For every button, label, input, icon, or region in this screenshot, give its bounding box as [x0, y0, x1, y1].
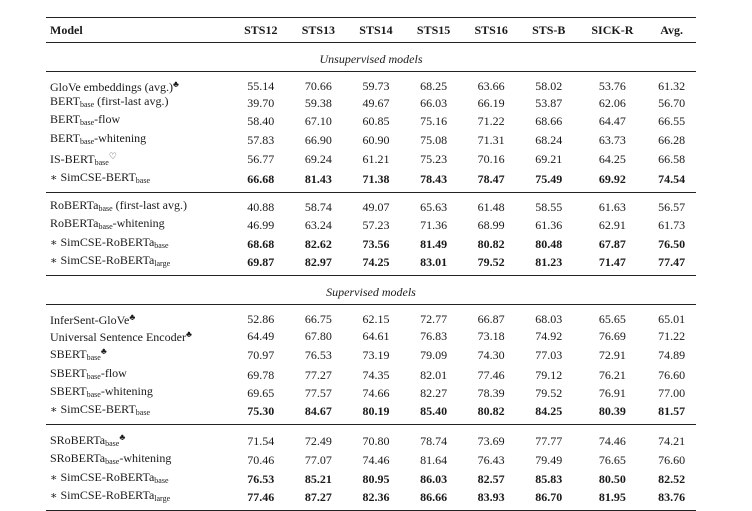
- score-cell: 81.49: [420, 236, 448, 251]
- model-size-subscript: base: [105, 439, 120, 449]
- score-cell: 65.65: [598, 311, 626, 326]
- score-cell: 67.87: [598, 236, 626, 251]
- model-name-cell: [46, 384, 232, 402]
- score-cell: 76.21: [598, 367, 626, 382]
- score-cell: 74.35: [362, 367, 390, 382]
- model-name-cell: [46, 216, 232, 234]
- score-cell: 61.73: [658, 218, 686, 233]
- score-cell: 72.91: [598, 347, 626, 362]
- model-name-cell: [46, 112, 232, 130]
- score-cell: 68.03: [535, 311, 563, 326]
- model-size-subscript: base: [94, 157, 109, 167]
- score-cell: 56.77: [247, 152, 275, 167]
- section-supervised: [46, 276, 696, 305]
- score-cell: 72.49: [304, 433, 332, 448]
- score-cell: 84.67: [304, 404, 332, 419]
- score-cell: 82.27: [420, 385, 448, 400]
- score-cell: 85.83: [535, 471, 563, 486]
- table-row: [46, 72, 696, 95]
- model-size-subscript: base: [98, 204, 113, 214]
- model-name: InferSent-GloVe: [50, 313, 130, 328]
- score-cell: 53.76: [598, 78, 626, 93]
- score-cell: 66.58: [658, 152, 686, 167]
- score-cell: 75.23: [420, 152, 448, 167]
- score-cell: 72.77: [420, 311, 448, 326]
- score-cell: 86.66: [420, 489, 448, 504]
- model-size-subscript: base: [86, 371, 101, 381]
- model-name-cell: [46, 253, 232, 276]
- model-size-subscript: base: [135, 408, 150, 418]
- score-cell: 86.03: [420, 471, 448, 486]
- score-cell: 80.82: [477, 236, 505, 251]
- score-cell: 77.00: [658, 385, 686, 400]
- score-cell: 60.90: [362, 132, 390, 147]
- results-table: [46, 17, 696, 511]
- model-name: RoBERTa: [50, 198, 99, 213]
- column-header-sts-b: STS-B: [532, 22, 566, 37]
- score-cell: 67.10: [304, 114, 332, 129]
- score-cell: 66.55: [658, 114, 686, 129]
- table-row: [46, 193, 696, 217]
- table-row: [46, 253, 696, 276]
- score-cell: 75.08: [420, 132, 448, 147]
- score-cell: 83.93: [477, 489, 505, 504]
- column-header-sts15: STS15: [416, 22, 451, 37]
- section-title: Supervised models: [326, 285, 416, 300]
- score-cell: 70.16: [477, 152, 505, 167]
- column-header-sts14: STS14: [359, 22, 393, 37]
- score-cell: 62.15: [362, 311, 390, 326]
- model-name-cell: [46, 131, 232, 149]
- score-cell: 76.60: [658, 453, 686, 468]
- score-cell: 80.50: [598, 471, 626, 486]
- score-cell: 64.49: [247, 328, 275, 343]
- score-cell: 79.52: [535, 385, 563, 400]
- model-name-cell: [46, 235, 232, 253]
- score-cell: 71.22: [477, 114, 505, 129]
- score-cell: 74.54: [658, 172, 686, 187]
- score-cell: 66.19: [477, 96, 505, 111]
- score-cell: 79.09: [420, 347, 448, 362]
- score-cell: 71.22: [658, 328, 686, 343]
- score-cell: 75.16: [420, 114, 448, 129]
- score-cell: 74.89: [658, 347, 686, 362]
- table-row: [46, 305, 696, 328]
- score-cell: 46.99: [247, 218, 275, 233]
- model-size-subscript: base: [79, 136, 95, 146]
- model-name: SRoBERTa: [50, 451, 106, 466]
- score-cell: 82.62: [304, 236, 332, 251]
- score-cell: 81.95: [598, 489, 626, 504]
- table-row: [46, 402, 696, 425]
- score-cell: 66.75: [304, 311, 332, 326]
- source-marker: ♡: [108, 150, 117, 161]
- score-cell: 73.56: [362, 236, 390, 251]
- model-name-cell: [46, 425, 232, 452]
- score-cell: 74.46: [362, 453, 390, 468]
- table-row: [46, 149, 696, 170]
- score-cell: 76.91: [598, 385, 626, 400]
- score-cell: 49.07: [362, 200, 390, 215]
- score-cell: 85.21: [304, 471, 332, 486]
- score-cell: 66.68: [247, 172, 275, 187]
- score-cell: 61.32: [658, 78, 686, 93]
- score-cell: 76.53: [304, 347, 332, 362]
- model-size-subscript: base: [105, 457, 120, 467]
- score-cell: 71.47: [598, 254, 626, 269]
- asterisk-marker: ∗: [50, 404, 58, 417]
- score-cell: 39.70: [247, 96, 275, 111]
- score-cell: 62.91: [598, 218, 626, 233]
- table-row: [46, 425, 696, 452]
- score-cell: 58.02: [535, 78, 563, 93]
- score-cell: 83.76: [658, 489, 686, 504]
- score-cell: 82.52: [658, 471, 686, 486]
- score-cell: 63.66: [477, 78, 505, 93]
- score-cell: 52.86: [247, 311, 275, 326]
- score-cell: 81.57: [658, 404, 686, 419]
- score-cell: 58.74: [304, 200, 332, 215]
- score-cell: 58.40: [247, 114, 275, 129]
- source-marker: ♣: [119, 432, 126, 443]
- source-marker: ♣: [129, 312, 136, 323]
- score-cell: 58.55: [535, 200, 563, 215]
- score-cell: 73.69: [477, 433, 505, 448]
- model-size-subscript: base: [86, 353, 101, 363]
- score-cell: 78.39: [477, 385, 505, 400]
- score-cell: 81.23: [535, 254, 563, 269]
- score-cell: 81.64: [420, 453, 448, 468]
- score-cell: 64.25: [598, 152, 626, 167]
- score-cell: 80.82: [477, 404, 505, 419]
- model-size-subscript: base: [154, 475, 169, 485]
- score-cell: 68.99: [477, 218, 505, 233]
- score-cell: 64.61: [362, 328, 390, 343]
- model-size-subscript: base: [154, 240, 169, 250]
- model-name-cell: [46, 193, 232, 217]
- score-cell: 71.36: [420, 218, 448, 233]
- model-name: SimCSE-RoBERTa: [60, 487, 155, 502]
- asterisk-marker: ∗: [50, 471, 58, 484]
- source-marker: ♣: [185, 329, 192, 340]
- score-cell: 68.68: [247, 236, 275, 251]
- source-marker: ♣: [100, 346, 107, 357]
- model-name-cell: [46, 305, 232, 328]
- score-cell: 74.30: [477, 347, 505, 362]
- table-row: [46, 94, 696, 112]
- score-cell: 69.92: [598, 172, 626, 187]
- score-cell: 71.38: [362, 172, 390, 187]
- model-name-cell: [46, 488, 232, 511]
- score-cell: 77.46: [477, 367, 505, 382]
- score-cell: 62.06: [598, 96, 626, 111]
- model-name: SBERT: [50, 365, 87, 380]
- score-cell: 76.65: [598, 453, 626, 468]
- column-header-sts16: STS16: [474, 22, 508, 37]
- model-name: SRoBERTa: [50, 433, 106, 448]
- score-cell: 76.69: [598, 328, 626, 343]
- model-size-subscript: base: [135, 176, 150, 186]
- score-cell: 82.01: [420, 367, 448, 382]
- score-cell: 61.21: [362, 152, 390, 167]
- score-cell: 77.47: [658, 254, 686, 269]
- score-cell: 66.03: [420, 96, 448, 111]
- asterisk-marker: ∗: [50, 254, 58, 267]
- score-cell: 67.80: [304, 328, 332, 343]
- model-name: IS-BERT: [50, 151, 95, 166]
- score-cell: 70.46: [247, 453, 275, 468]
- score-cell: 76.53: [247, 471, 275, 486]
- score-cell: 69.78: [247, 367, 275, 382]
- model-name-cell: [46, 170, 232, 193]
- score-cell: 61.48: [477, 200, 505, 215]
- score-cell: 75.49: [535, 172, 563, 187]
- score-cell: 82.97: [304, 254, 332, 269]
- score-cell: 68.25: [420, 78, 448, 93]
- model-name: SimCSE-BERT: [60, 402, 136, 417]
- table-row: [46, 344, 696, 365]
- model-name: RoBERTa: [50, 216, 99, 231]
- score-cell: 73.18: [477, 328, 505, 343]
- model-size-subscript: base: [79, 100, 95, 110]
- model-name-cell: [46, 327, 232, 344]
- score-cell: 60.85: [362, 114, 390, 129]
- asterisk-marker: ∗: [50, 489, 58, 502]
- score-cell: 73.19: [362, 347, 390, 362]
- score-cell: 75.30: [247, 404, 275, 419]
- score-cell: 81.43: [304, 172, 332, 187]
- score-cell: 78.43: [420, 172, 448, 187]
- score-cell: 68.24: [535, 132, 563, 147]
- model-name: SimCSE-RoBERTa: [60, 234, 155, 249]
- score-cell: 82.36: [362, 489, 390, 504]
- score-cell: 63.24: [304, 218, 332, 233]
- score-cell: 64.47: [598, 114, 626, 129]
- score-cell: 71.54: [247, 433, 275, 448]
- table-row: [46, 366, 696, 384]
- score-cell: 59.38: [304, 96, 332, 111]
- score-cell: 66.90: [304, 132, 332, 147]
- model-variant: -flow: [94, 112, 121, 127]
- table-row: [46, 170, 696, 193]
- model-name: SimCSE-RoBERTa: [60, 469, 155, 484]
- score-cell: 74.21: [658, 433, 686, 448]
- score-cell: 84.25: [535, 404, 563, 419]
- score-cell: 77.27: [304, 367, 332, 382]
- score-cell: 77.03: [535, 347, 563, 362]
- score-cell: 79.52: [477, 254, 505, 269]
- score-cell: 86.70: [535, 489, 563, 504]
- table-row: [46, 235, 696, 253]
- column-header-avg: Avg.: [660, 22, 683, 37]
- score-cell: 79.12: [535, 367, 563, 382]
- model-name: GloVe embeddings (avg.): [50, 80, 173, 94]
- score-cell: 53.87: [535, 96, 563, 111]
- model-name: BERT: [50, 130, 80, 145]
- score-cell: 82.57: [477, 471, 505, 486]
- section-unsupervised: [46, 43, 696, 72]
- score-cell: 80.39: [598, 404, 626, 419]
- score-cell: 63.73: [598, 132, 626, 147]
- asterisk-marker: ∗: [50, 236, 58, 249]
- model-name: SimCSE-BERT: [60, 170, 136, 185]
- score-cell: 57.23: [362, 218, 390, 233]
- score-cell: 68.66: [535, 114, 563, 129]
- model-variant: (first-last avg.): [112, 198, 187, 213]
- score-cell: 55.14: [247, 78, 275, 93]
- model-name: SBERT: [50, 383, 87, 398]
- score-cell: 71.31: [477, 132, 505, 147]
- score-cell: 76.50: [658, 236, 686, 251]
- model-variant: -whitening: [94, 130, 147, 145]
- model-name: Universal Sentence Encoder: [50, 330, 186, 345]
- score-cell: 57.83: [247, 132, 275, 147]
- score-cell: 74.92: [535, 328, 563, 343]
- table-row: [46, 327, 696, 344]
- asterisk-marker: ∗: [50, 172, 58, 185]
- score-cell: 59.73: [362, 78, 390, 93]
- score-cell: 70.97: [247, 347, 275, 362]
- source-marker: ♣: [172, 79, 179, 89]
- table-row: [46, 451, 696, 469]
- score-cell: 76.83: [420, 328, 448, 343]
- model-name: BERT: [50, 112, 80, 127]
- score-cell: 66.87: [477, 311, 505, 326]
- model-variant: (first-last avg.): [94, 94, 169, 109]
- model-name-cell: [46, 344, 232, 365]
- model-variant: -flow: [100, 365, 127, 380]
- score-cell: 76.60: [658, 367, 686, 382]
- model-name-cell: [46, 72, 232, 95]
- score-cell: 40.88: [247, 200, 275, 215]
- score-cell: 69.87: [247, 254, 275, 269]
- score-cell: 78.47: [477, 172, 505, 187]
- score-cell: 79.49: [535, 453, 563, 468]
- score-cell: 69.65: [247, 385, 275, 400]
- score-cell: 56.57: [658, 200, 686, 215]
- model-name: SBERT: [50, 347, 87, 362]
- score-cell: 49.67: [362, 96, 390, 111]
- table-row: [46, 131, 696, 149]
- model-name-cell: [46, 366, 232, 384]
- model-name-cell: [46, 451, 232, 469]
- score-cell: 65.01: [658, 311, 686, 326]
- model-name-cell: [46, 149, 232, 170]
- score-cell: 78.74: [420, 433, 448, 448]
- section-title: Unsupervised models: [319, 52, 423, 67]
- score-cell: 87.27: [304, 489, 332, 504]
- score-cell: 61.36: [535, 218, 563, 233]
- score-cell: 77.46: [247, 489, 275, 504]
- model-variant: -whitening: [119, 451, 172, 466]
- model-size-subscript: base: [86, 389, 101, 399]
- score-cell: 80.95: [362, 471, 390, 486]
- column-header-sts12: STS12: [244, 22, 278, 37]
- score-cell: 85.40: [420, 404, 448, 419]
- header-row: [46, 18, 696, 43]
- table-row: [46, 488, 696, 511]
- score-cell: 77.57: [304, 385, 332, 400]
- model-variant: -whitening: [112, 216, 165, 231]
- column-header-model: Model: [50, 22, 83, 37]
- score-cell: 65.63: [420, 200, 448, 215]
- model-name-cell: [46, 94, 232, 112]
- model-variant: -whitening: [100, 383, 153, 398]
- column-header-sick-r: SICK-R: [591, 22, 634, 37]
- score-cell: 74.66: [362, 385, 390, 400]
- score-cell: 69.21: [535, 152, 563, 167]
- model-size-subscript: large: [154, 493, 171, 503]
- score-cell: 74.25: [362, 254, 390, 269]
- results-table-body: [46, 18, 696, 511]
- score-cell: 76.43: [477, 453, 505, 468]
- table-row: [46, 216, 696, 234]
- score-cell: 83.01: [420, 254, 448, 269]
- model-size-subscript: large: [154, 258, 171, 268]
- score-cell: 80.19: [362, 404, 390, 419]
- table-row: [46, 470, 696, 488]
- model-size-subscript: base: [79, 118, 95, 128]
- model-name-cell: [46, 470, 232, 488]
- table-row: [46, 112, 696, 130]
- score-cell: 70.80: [362, 433, 390, 448]
- score-cell: 77.77: [535, 433, 563, 448]
- table-row: [46, 384, 696, 402]
- score-cell: 77.07: [304, 453, 332, 468]
- model-name: SimCSE-RoBERTa: [60, 252, 155, 267]
- model-name: BERT: [50, 94, 80, 109]
- score-cell: 74.46: [598, 433, 626, 448]
- model-name-cell: [46, 402, 232, 425]
- model-size-subscript: base: [98, 222, 113, 232]
- score-cell: 61.63: [598, 200, 626, 215]
- score-cell: 56.70: [658, 96, 686, 111]
- score-cell: 80.48: [535, 236, 563, 251]
- score-cell: 69.24: [304, 152, 332, 167]
- score-cell: 70.66: [304, 78, 332, 93]
- column-header-sts13: STS13: [301, 22, 336, 37]
- score-cell: 66.28: [658, 132, 686, 147]
